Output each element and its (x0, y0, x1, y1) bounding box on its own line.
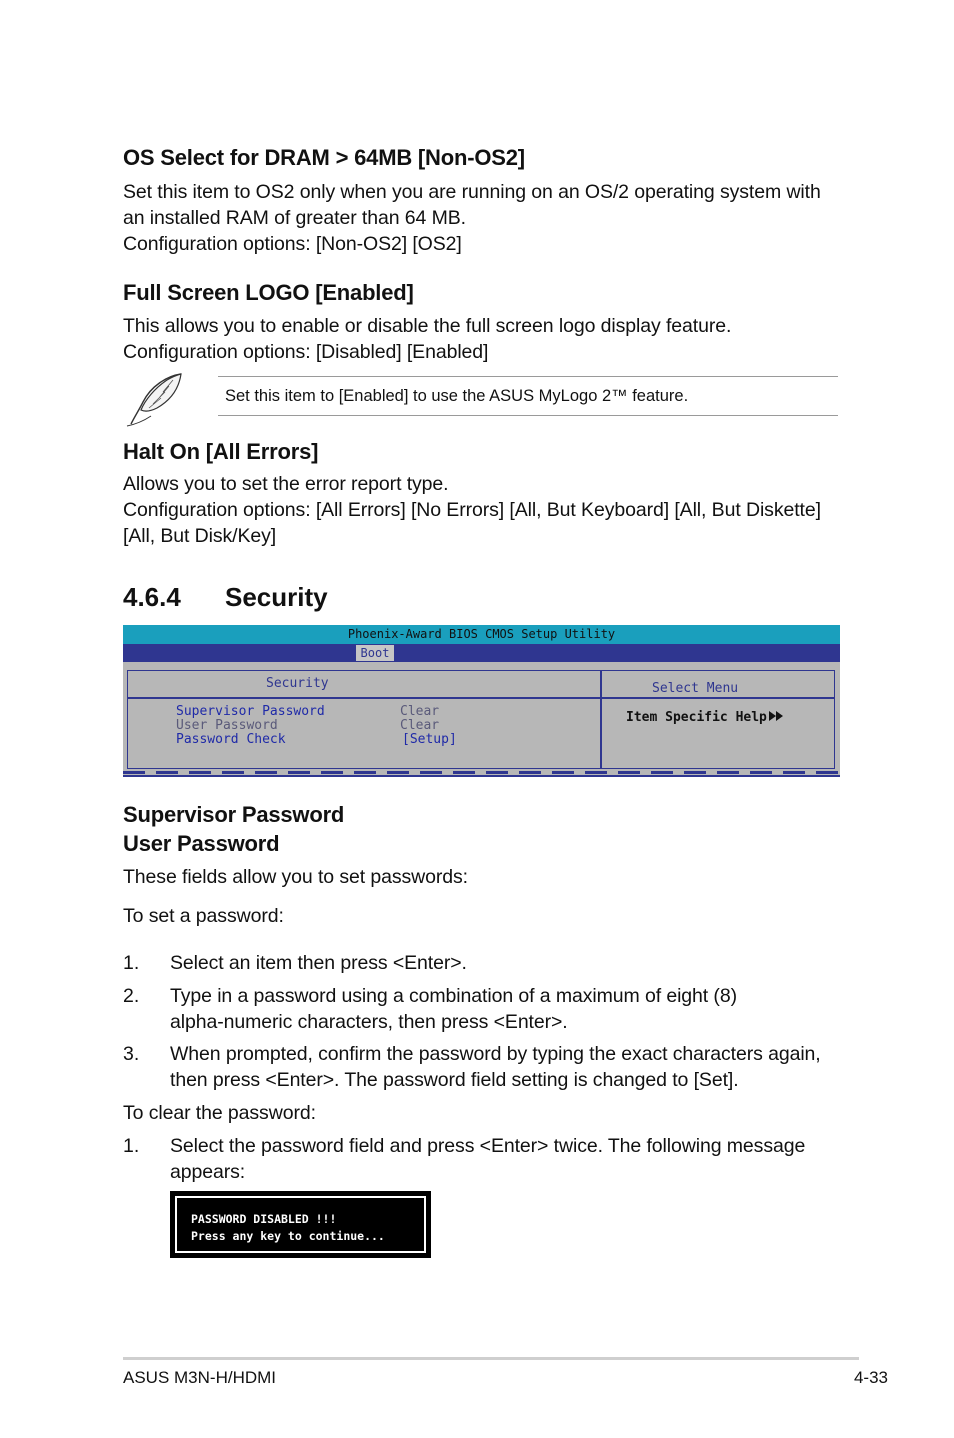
feather-pen-icon (123, 370, 187, 428)
double-right-arrow-icon (768, 710, 784, 725)
bios-row-value: Clear (400, 704, 440, 719)
user-password-heading: User Password (123, 831, 280, 856)
halt-on-options: Configuration options: [All Errors] [No Errors] [All, But Keyboard] [All, But Diskette] (123, 499, 821, 521)
bios-help-label: Item Specific Help (626, 710, 767, 725)
to-set-password-label (123, 903, 284, 929)
password-intro-text: These fields allow you to set passwords: (123, 866, 469, 888)
step-line: appears: (170, 1161, 246, 1183)
bios-select-menu-title: Select Menu (652, 681, 739, 696)
step-line: Select the password field and press <Enter> twice. The following message (170, 1135, 806, 1157)
bios-dashed-divider (123, 771, 840, 774)
message-frame (175, 1196, 426, 1253)
step-text (170, 950, 467, 976)
bios-help-text (626, 710, 784, 725)
bios-row-value: [Setup] (402, 732, 457, 747)
bios-help-panel (601, 698, 835, 769)
bios-utility-title: Phoenix-Award BIOS CMOS Setup Utility (347, 627, 616, 641)
bios-right-header (601, 670, 835, 698)
full-screen-logo-description (123, 313, 731, 365)
halt-on-line: Allows you to set the error report type. (123, 473, 449, 495)
to-set-text: To set a password: (123, 905, 284, 927)
supervisor-password-heading: Supervisor Password (123, 802, 345, 827)
message-line-2: Press any key to continue... (191, 1229, 385, 1243)
os-select-line: Set this item to OS2 only when you are running on an OS/2 operating system with (123, 181, 821, 203)
bios-tab-boot[interactable]: Boot (356, 645, 394, 661)
step-text (170, 1133, 805, 1185)
password-intro (123, 864, 468, 890)
bios-menu-bar (123, 644, 840, 662)
bios-setup-screen (123, 625, 840, 777)
halt-on-options-cont: [All, But Disk/Key] (123, 525, 277, 547)
step-number: 3. (123, 1043, 140, 1065)
bios-security-title: Security (266, 676, 329, 691)
bios-row-label: User Password (176, 718, 278, 733)
step-text (170, 983, 737, 1035)
step-line: then press <Enter>. The password field setting is changed to [Set]. (170, 1069, 739, 1091)
section-number: 4.6.4 (123, 582, 181, 612)
step-line: When prompted, confirm the password by typing the exact characters again, (170, 1043, 821, 1065)
bios-items-panel (127, 698, 601, 769)
note-top-rule (218, 376, 838, 377)
logo-note-text: Set this item to [Enabled] to use the ASUS MyLogo 2™ feature. (225, 387, 689, 405)
os-select-description (123, 179, 821, 257)
step-line: Select an item then press <Enter>. (170, 952, 467, 974)
footer-rule (123, 1357, 859, 1360)
bios-title-bar (123, 625, 840, 644)
full-screen-logo-heading: Full Screen LOGO [Enabled] (123, 280, 414, 305)
step-number: 1. (123, 1135, 140, 1157)
halt-on-heading: Halt On [All Errors] (123, 439, 319, 464)
full-screen-logo-options: Configuration options: [Disabled] [Enabled] (123, 341, 489, 363)
bios-row-label: Password Check (176, 732, 286, 747)
password-disabled-message (170, 1191, 431, 1258)
footer-page-number: 4-33 (853, 1368, 888, 1387)
bios-row-value: Clear (400, 718, 440, 733)
bios-bottom-line (123, 775, 840, 777)
os-select-options: Configuration options: [Non-OS2] [OS2] (123, 233, 462, 255)
os-select-heading: OS Select for DRAM > 64MB [Non-OS2] (123, 145, 525, 170)
step-number: 1. (123, 952, 140, 974)
os-select-line: an installed RAM of greater than 64 MB. (123, 207, 466, 229)
footer-product-name: ASUS M3N-H/HDMI (123, 1368, 277, 1387)
halt-on-description (123, 471, 821, 549)
message-line-1: PASSWORD DISABLED !!! (191, 1212, 337, 1226)
to-clear-password-label (123, 1100, 316, 1126)
bios-row-label: Supervisor Password (176, 704, 325, 719)
to-clear-text: To clear the password: (123, 1102, 316, 1124)
step-line: alpha-numeric characters, then press <Enter>. (170, 1011, 568, 1033)
section-title: Security (225, 582, 328, 612)
step-line: Type in a password using a combination of a maximum of eight (8) (170, 985, 737, 1007)
full-screen-logo-line: This allows you to enable or disable the full screen logo display feature. (123, 315, 732, 337)
step-text (170, 1041, 821, 1093)
note-bottom-rule (218, 415, 838, 416)
bios-left-header (127, 670, 601, 698)
step-number: 2. (123, 985, 140, 1007)
